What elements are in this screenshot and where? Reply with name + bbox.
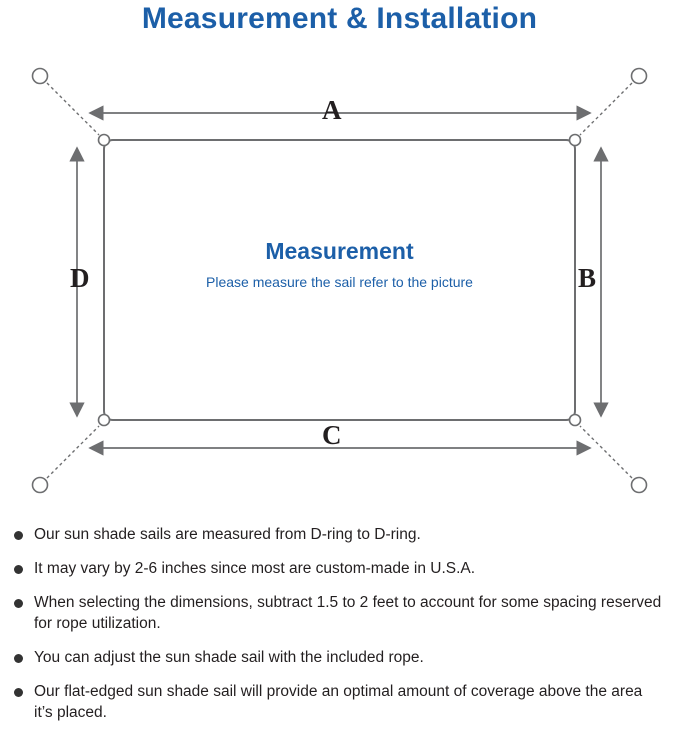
rope-top-right <box>580 83 632 135</box>
sail-corner-ring-top-left <box>99 135 110 146</box>
dimension-label-c: C <box>322 420 342 450</box>
list-item <box>14 558 665 579</box>
rope-top-left <box>47 83 99 135</box>
diagram-center-title: Measurement <box>265 238 414 264</box>
dimension-label-a: A <box>322 95 342 125</box>
sail-corner-ring-bottom-left <box>99 415 110 426</box>
sail-corner-ring-bottom-right <box>570 415 581 426</box>
diagram-center-subtitle: Please measure the sail refer to the picture <box>206 274 473 290</box>
list-item <box>14 647 665 668</box>
anchor-ring-bottom-left <box>33 478 48 493</box>
notes-list <box>0 524 679 736</box>
page-title: Measurement & Installation <box>141 2 538 35</box>
bullet-icon <box>14 654 23 663</box>
rope-bottom-right <box>580 426 632 478</box>
measurement-diagram <box>0 48 679 518</box>
anchor-ring-bottom-right <box>632 478 647 493</box>
note-text: It may vary by 2-6 inches since most are custom-made in U.S.A. <box>34 560 476 577</box>
sail-corner-ring-top-right <box>570 135 581 146</box>
bullet-icon <box>14 688 23 697</box>
rope-bottom-left <box>47 426 99 478</box>
list-item <box>14 592 665 634</box>
anchor-ring-top-left <box>33 69 48 84</box>
list-item <box>14 524 665 545</box>
list-item <box>14 681 665 723</box>
anchor-ring-top-right <box>632 69 647 84</box>
note-text: When selecting the dimensions, subtract 1.5 to 2 feet to account for some spacing reserved for rope utilization. <box>34 594 662 632</box>
bullet-icon <box>14 531 23 540</box>
bullet-icon <box>14 599 23 608</box>
note-text: Our flat-edged sun shade sail will provide an optimal amount of coverage above the area it’s placed. <box>34 683 643 721</box>
note-text: You can adjust the sun shade sail with the included rope. <box>34 649 424 666</box>
bullet-icon <box>14 565 23 574</box>
note-text: Our sun shade sails are measured from D-ring to D-ring. <box>34 526 421 543</box>
dimension-label-d: D <box>70 263 90 293</box>
dimension-label-b: B <box>578 263 597 293</box>
